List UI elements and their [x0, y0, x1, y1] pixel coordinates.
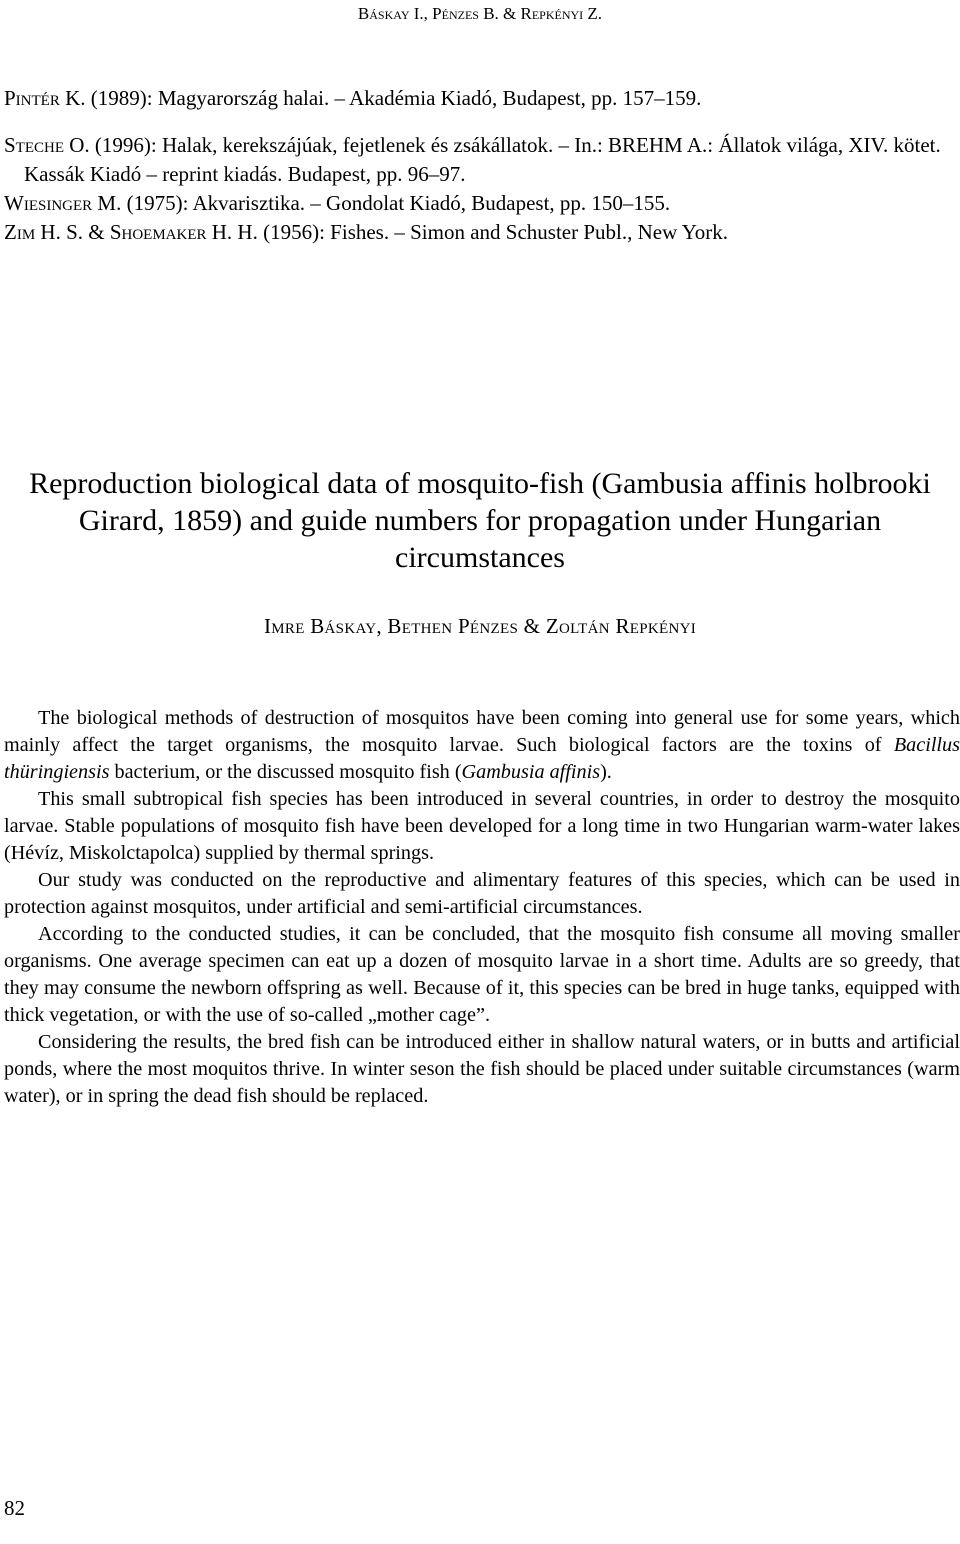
abstract-paragraph: Our study was conducted on the reproductive and alimentary features of this species, which can be used in protection against mosquitos, under artificial and semi-artificial circumstances.: [4, 869, 960, 918]
reference-author: Pintér K.: [4, 86, 86, 110]
reference-item: [4, 131, 960, 189]
reference-author: Zim H. S. & Shoemaker H. H.: [4, 220, 258, 244]
running-head: Báskay I., Pénzes B. & Repkényi Z.: [357, 4, 603, 23]
abstract: [4, 705, 960, 1110]
reference-text: (1975): Akvarisztika. – Gondolat Kiadó, Budapest, pp. 150–155.: [121, 191, 671, 215]
abstract-text: bacterium, or the discussed mosquito fish (: [109, 761, 462, 783]
abstract-paragraph: According to the conducted studies, it can be concluded, that the mosquito fish consume all moving smaller organisms. One average specimen can eat up a dozen of mosquito larvae in a short time. Adults are so greedy, that they may consume the newborn offspring as well. Because of it, this species can be bred in huge tanks, equipped with thick vegetation, or with the use of so-called „mother cage”.: [4, 923, 960, 1026]
page-number: 82: [4, 1496, 25, 1520]
reference-list: [4, 84, 960, 247]
abstract-paragraph: [4, 705, 960, 786]
reference-item: [4, 189, 960, 218]
reference-author: Wiesinger M.: [4, 191, 122, 215]
abstract-paragraph: Considering the results, the bred fish can be introduced either in shallow natural waters, or in butts and artificial ponds, where the most moquitos thrive. In winter seson the fish should be placed under suitable circumstances (warm water), or in spring the dead fish should be replaced.: [4, 1031, 960, 1107]
article-authors: Imre Báskay, Bethen Pénzes & Zoltán Repkényi: [263, 614, 697, 638]
reference-item: [4, 84, 960, 113]
reference-author: Steche O.: [4, 133, 90, 157]
reference-item: [4, 218, 960, 247]
abstract-text: The biological methods of destruction of mosquitos have been coming into general use for some years, which mainly affect the target organisms, the mosquito larvae. Such biological factors are the toxins of: [4, 707, 960, 756]
species-name: Gambusia affinis: [461, 761, 601, 783]
abstract-paragraph: This small subtropical fish species has been introduced in several countries, in order to destroy the mosquito larvae. Stable populations of mosquito fish have been developed for a long time in two Hungarian warm-water lakes (Hévíz, Miskolctapolca) supplied by thermal springs.: [4, 788, 960, 864]
article-title: Reproduction biological data of mosquito-fish (Gambusia affinis holbrooki Girard, 1859) and guide numbers for propagation under Hungarian circumstances: [29, 467, 931, 574]
reference-text: (1956): Fishes. – Simon and Schuster Publ., New York.: [257, 220, 729, 244]
species-name: Bacillus thüringiensis: [4, 734, 960, 783]
abstract-text: ).: [600, 761, 612, 783]
reference-text: (1996): Halak, kerekszájúak, fejetlenek és zsákállatok. – In.: BREHM A.: Állatok világa, XIV. kötet. Kassák Kiadó – reprint kiadás. Budapest, pp. 96–97.: [24, 133, 941, 186]
reference-text: (1989): Magyarország halai. – Akadémia Kiadó, Budapest, pp. 157–159.: [85, 86, 702, 110]
